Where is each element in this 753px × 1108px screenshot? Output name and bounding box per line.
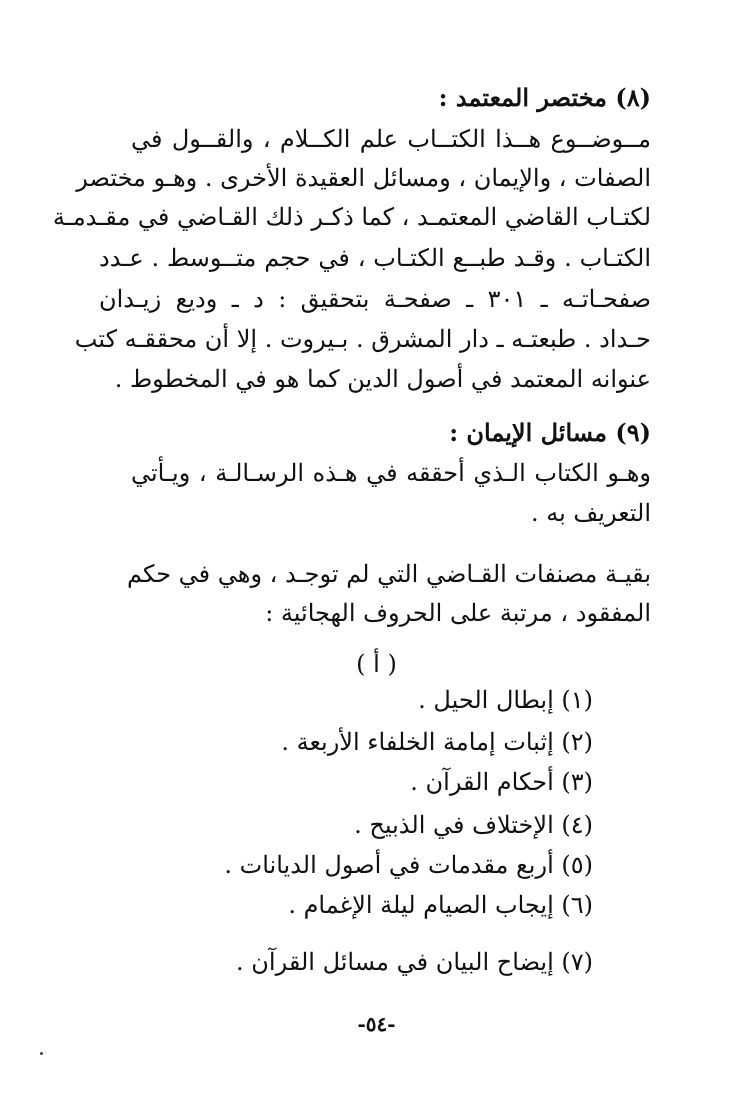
list-item-5: (٥) أربع مقدمات في أصول الديانات . xyxy=(224,851,593,879)
list-item-3: (٣) أحكام القرآن . xyxy=(410,768,593,796)
section-9-line-2: التعريف به . xyxy=(531,499,651,527)
group-letter-heading: ( أ ) xyxy=(356,650,397,678)
section-8-line-5: صفحـاتـه ـ ٣٠١ ـ صفحـة بتحقيق : د ـ وديع زيـدان xyxy=(99,285,651,313)
scan-speck xyxy=(40,1052,43,1055)
list-item-2: (٢) إثبات إمامة الخلفاء الأربعة . xyxy=(281,728,593,756)
section-8-line-3: لكتـاب القاضي المعتمـد ، كما ذكـر ذلك القـاضي في مقـدمـة xyxy=(52,203,651,231)
remaining-works-line-2: المفقود ، مرتبة على الحروف الهجائية : xyxy=(265,599,651,627)
remaining-works-line-1: بقيـة مصنفات القـاضي التي لم توجـد ، وهي في حكم xyxy=(126,560,651,588)
section-8-line-2: الصفات ، والإيمان ، ومسائل العقيدة الأخرى . وهـو مختصر xyxy=(76,164,651,192)
section-9-heading: (٩) مسائل الإيمان : xyxy=(449,418,651,447)
list-item-1: (١) إبطال الحيل . xyxy=(418,686,593,714)
section-8-heading: (٨) مختصر المعتمد : xyxy=(438,83,651,112)
section-8-line-4: الكتـاب . وقـد طبــع الكتـاب ، في حجم متــوسط . عـدد xyxy=(99,244,651,272)
page-number: -٥٤- xyxy=(357,1012,396,1036)
list-item-7: (٧) إيضاح البيان في مسائل القرآن . xyxy=(236,948,593,976)
list-item-6: (٦) إيجاب الصيام ليلة الإغمام . xyxy=(288,891,593,919)
section-8-line-1: مــوضــوع هــذا الكتــاب علم الكــلام ، والقــول في xyxy=(131,125,651,153)
section-8-line-7: عنوانه المعتمد في أصول الدين كما هو في المخطوط . xyxy=(114,365,651,393)
list-item-4: (٤) الإختلاف في الذبيح . xyxy=(354,811,593,839)
section-9-line-1: وهـو الكتاب الـذي أحققه في هـذه الرسـالـة ، ويـأتي xyxy=(131,459,651,487)
section-8-line-6: حـداد . طبعتـه ـ دار المشرق . بـيروت . إلا أن محققـه كتب xyxy=(74,325,651,353)
